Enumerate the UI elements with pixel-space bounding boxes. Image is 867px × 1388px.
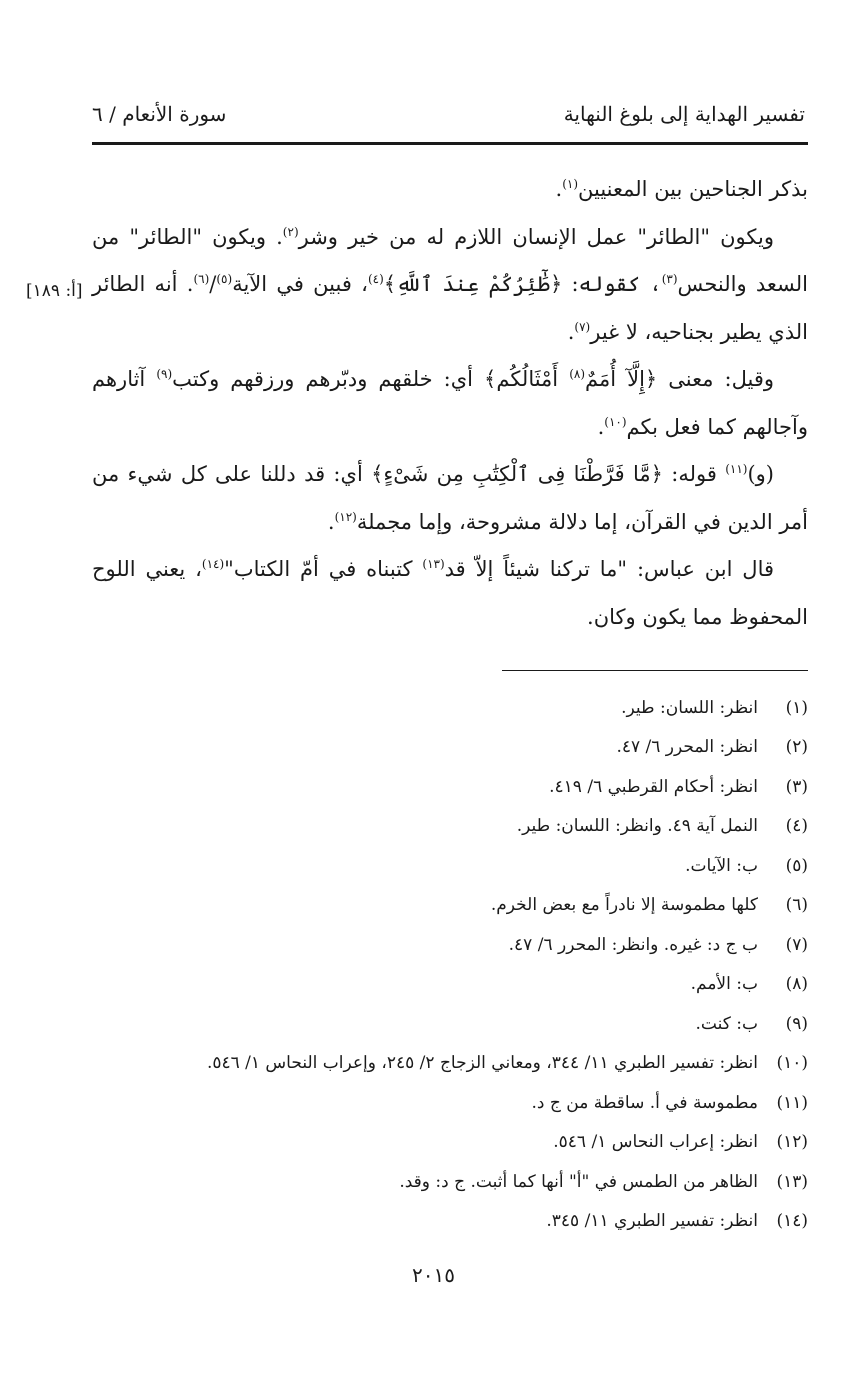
paragraph-5: قال ابن عباس: "ما تركنا شيئاً إلاّ قد$^{(١٣)}$ كتبناه في أمّ الكتاب"$^{(١٤)}$، يعني اللوح المحفوظ مما يكون وكان.	[92, 557, 808, 629]
footnote: (١٤) انظر: تفسير الطبري ١١/ ٣٤٥.	[546, 1211, 808, 1232]
footnote-ref: (١٢)	[334, 509, 357, 524]
footnote: (١١) مطموسة في أ. ساقطة من ج د.	[531, 1092, 808, 1113]
footnote: (٤) النمل آية ٤٩. وانظر: اللسان: طير.	[516, 816, 808, 837]
footnote: (٣) انظر: أحكام القرطبي ٦/ ٤١٩.	[549, 776, 808, 797]
paragraph-2: ويكون "الطائر" عمل الإنسان اللازم له من خير وشر$^{(٢)}$. ويكون "الطائر" من السعد والنحس$^{(٣)}$، كقوله: ﴿طَٰٓئِرُكُمْ عِندَ ٱللَّهِ﴾$^{(٤)}$، فبين في الآية$^{(٥)}$/$^{(٦)}$. أنه الطائر الذي يطير بجناحيه، لا غير$^{(٧)}$.	[92, 224, 808, 344]
footnote: (٢) انظر: المحرر ٦/ ٤٧.	[616, 737, 808, 758]
footnote-ref: (١٣)	[422, 557, 445, 571]
footnote: (١٢) انظر: إعراب النحاس ١/ ٥٤٦.	[553, 1132, 808, 1153]
footnote: (٩) ب: كنت.	[695, 1013, 808, 1034]
header-rule	[92, 142, 808, 145]
footnote: (٨) ب: الأمم.	[690, 974, 808, 995]
footnote-ref: (١٠)	[604, 414, 627, 429]
footnote-ref: (٨)	[569, 367, 586, 381]
manuscript-folio-ref: [أ: ١٨٩]	[26, 281, 83, 301]
paragraph-4: (و)$^{(١١)}$ قوله: ﴿مَّا فَرَّطْنَا فِى ٱلْكِتَٰبِ مِن شَىْءٍ﴾ أي: قد دللنا على كل شيء من أمر الدين في القرآن، إما دلالة مشروحة، وإما مجملة$^{(١٢)}$.	[92, 462, 808, 534]
paragraph-3: وقيل: معنى ﴿إِلَّآ أُمَمٌ$^{(٨)}$ أَمْثَالُكُم﴾ أي: خلقهم ودبّرهم ورزقهم وكتب$^{(٩)}$ آثارهم وآجالهم كما فعل بكم$^{(١٠)}$.	[92, 367, 808, 439]
footnote: (٧) ب ج د: غيره. وانظر: المحرر ٦/ ٤٧.	[508, 934, 808, 955]
footnote: (١٣) الظاهر من الطمس في "أ" أنها كما أثبت. ج د: وقد.	[399, 1171, 808, 1192]
footnote-ref: (١١)	[725, 462, 748, 476]
main-text	[92, 166, 808, 641]
footnote: (٦) كلها مطموسة إلا نادراً مع بعض الخرم.	[490, 895, 808, 916]
footnote-ref: (٢)	[282, 224, 299, 239]
footnote-ref: (١٤)	[201, 557, 225, 571]
footnote: (١) انظر: اللسان: طير.	[621, 697, 808, 718]
footnote-ref: (٦)	[193, 272, 210, 286]
footnotes	[92, 688, 808, 1241]
footnote-ref: (٤)	[367, 272, 384, 286]
paragraph-1: بذكر الجناحين بين المعنيين$^{(١)}$.	[555, 177, 808, 201]
footnote: (٥) ب: الآيات.	[685, 855, 808, 876]
footnote-separator	[502, 670, 808, 671]
footnote: (١٠) انظر: تفسير الطبري ١١/ ٣٤٤، ومعاني الزجاج ٢/ ٢٤٥، وإعراب النحاس ١/ ٥٤٦.	[206, 1053, 808, 1074]
surah-header: سورة الأنعام / ٦	[92, 102, 227, 126]
footnote-ref: (١)	[562, 177, 579, 191]
page-number: ٢٠١٥	[412, 1263, 455, 1287]
footnote-ref: (٥)	[216, 272, 233, 286]
footnote-ref: (٣)	[661, 272, 678, 286]
footnote-ref: (٧)	[574, 319, 591, 334]
quran-quote: ، كقوله: ﴿طَٰٓئِرُكُمْ عِندَ ٱللَّهِ﴾	[383, 272, 662, 296]
footnote-ref: (٩)	[156, 367, 173, 381]
book-title: تفسير الهداية إلى بلوغ النهاية	[563, 102, 805, 126]
quran-quote: وقيل: معنى ﴿إِلَّآ أُمَمٌ	[585, 367, 775, 391]
